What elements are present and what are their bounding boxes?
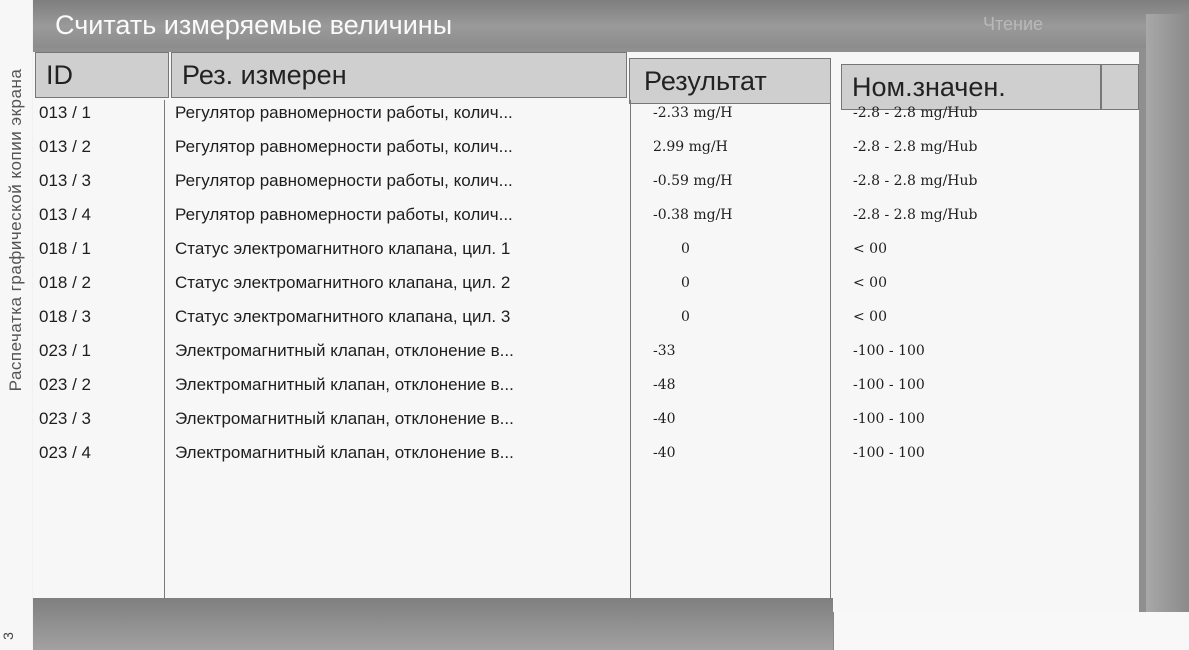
row-result: -33 xyxy=(653,343,676,359)
row-nominal: < 00 xyxy=(853,309,887,325)
column-header-id[interactable]: ID xyxy=(35,52,169,98)
print-caption: Распечатка графической копии экрана xyxy=(6,68,25,392)
table-row[interactable] xyxy=(33,164,1139,198)
row-id: 023 / 1 xyxy=(39,341,91,360)
column-header-name[interactable]: Рез. измерен xyxy=(171,52,627,98)
row-nominal: < 00 xyxy=(853,241,887,257)
row-name: Статус электромагнитного клапана, цил. 1 xyxy=(175,239,511,258)
row-result: 0 xyxy=(681,275,690,291)
row-result: 2.99 mg/H xyxy=(653,139,728,155)
row-nominal: -2.8 - 2.8 mg/Hub xyxy=(853,173,978,189)
table-row[interactable] xyxy=(33,96,1139,130)
table-row[interactable] xyxy=(33,368,1139,402)
table-row[interactable] xyxy=(33,130,1139,164)
row-nominal: -2.8 - 2.8 mg/Hub xyxy=(853,139,978,155)
row-result: -0.38 mg/H xyxy=(653,207,733,223)
mode-label: Чтение xyxy=(983,14,1044,34)
row-nominal: -2.8 - 2.8 mg/Hub xyxy=(853,105,978,121)
row-name: Статус электромагнитного клапана, цил. 3 xyxy=(175,307,511,326)
table-header xyxy=(33,52,1139,102)
table-row[interactable] xyxy=(33,300,1139,334)
bottom-bar xyxy=(33,598,833,650)
row-name: Электромагнитный клапан, отклонение в... xyxy=(175,409,514,428)
row-name: Регулятор равномерности работы, колич... xyxy=(175,137,513,156)
page-number: 3 xyxy=(0,632,16,640)
side-caption xyxy=(0,0,32,650)
row-nominal: -2.8 - 2.8 mg/Hub xyxy=(853,207,978,223)
table-row[interactable] xyxy=(33,198,1139,232)
row-nominal: -100 - 100 xyxy=(853,445,925,461)
table-body xyxy=(33,96,1139,470)
row-name: Регулятор равномерности работы, колич... xyxy=(175,205,513,224)
table-row[interactable] xyxy=(33,232,1139,266)
row-id: 018 / 3 xyxy=(39,307,91,326)
row-id: 018 / 2 xyxy=(39,273,91,292)
column-header-nominal[interactable]: Ном.значен. xyxy=(841,64,1101,110)
row-id: 023 / 3 xyxy=(39,409,91,428)
row-id: 018 / 1 xyxy=(39,239,91,258)
title-bar xyxy=(33,0,1189,48)
row-name: Электромагнитный клапан, отклонение в... xyxy=(175,443,514,462)
row-nominal: -100 - 100 xyxy=(853,377,925,393)
row-name: Электромагнитный клапан, отклонение в... xyxy=(175,375,514,394)
scrollbar[interactable] xyxy=(1146,14,1189,650)
row-id: 013 / 1 xyxy=(39,103,91,122)
row-nominal: < 00 xyxy=(853,275,887,291)
table-row[interactable] xyxy=(33,334,1139,368)
row-result: -0.59 mg/H xyxy=(653,173,733,189)
row-result: -40 xyxy=(653,445,676,461)
row-result: -2.33 mg/H xyxy=(653,105,733,121)
row-nominal: -100 - 100 xyxy=(853,411,925,427)
row-id: 023 / 2 xyxy=(39,375,91,394)
window-title: Считать измеряемые величины xyxy=(55,10,453,40)
row-name: Регулятор равномерности работы, колич... xyxy=(175,103,513,122)
row-result: 0 xyxy=(681,241,690,257)
column-header-result[interactable]: Результат xyxy=(629,58,831,104)
row-id: 013 / 3 xyxy=(39,171,91,190)
table-row[interactable] xyxy=(33,402,1139,436)
row-name: Регулятор равномерности работы, колич... xyxy=(175,171,513,190)
table-row[interactable] xyxy=(33,266,1139,300)
row-id: 013 / 4 xyxy=(39,205,91,224)
measured-values-window xyxy=(33,0,1189,650)
row-result: -48 xyxy=(653,377,676,393)
row-id: 013 / 2 xyxy=(39,137,91,156)
row-id: 023 / 4 xyxy=(39,443,91,462)
row-result: 0 xyxy=(681,309,690,325)
row-name: Статус электромагнитного клапана, цил. 2 xyxy=(175,273,511,292)
measurements-table xyxy=(33,52,1139,612)
bottom-panel xyxy=(833,612,1189,650)
row-nominal: -100 - 100 xyxy=(853,343,925,359)
row-result: -40 xyxy=(653,411,676,427)
row-name: Электромагнитный клапан, отклонение в... xyxy=(175,341,514,360)
table-row[interactable] xyxy=(33,436,1139,470)
